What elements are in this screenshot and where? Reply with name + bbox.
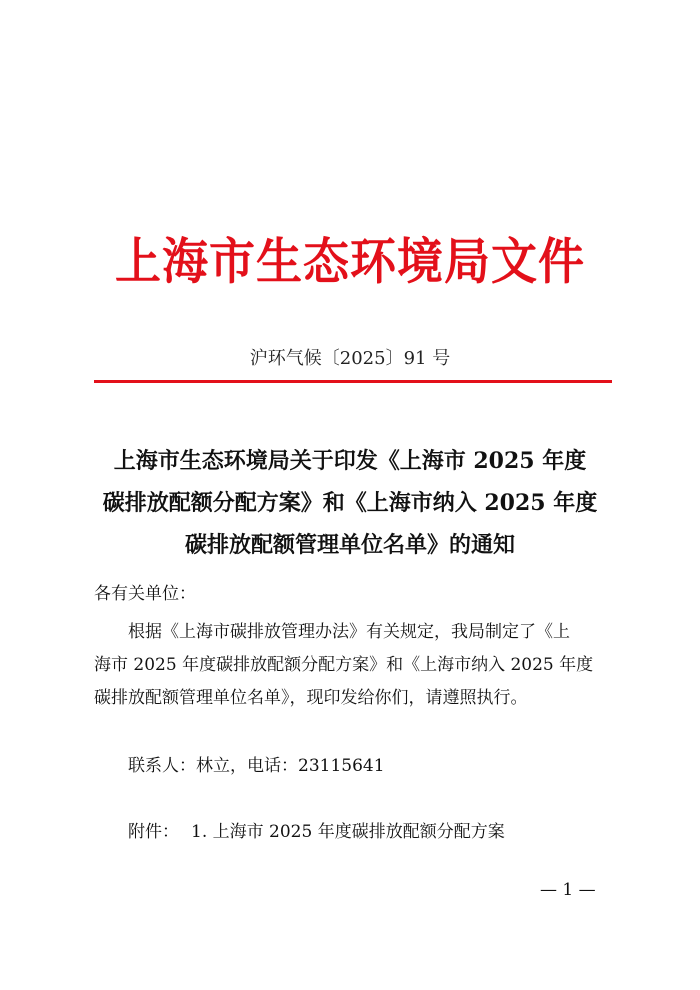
title-line: 上海市生态环境局关于印发《上海市 2025 年度 — [113, 448, 587, 474]
title-line: 碳排放配额管理单位名单》的通知 — [184, 532, 515, 558]
page-number: — 1 — — [540, 880, 596, 900]
issuer-red-header: 上海市生态环境局文件 — [115, 231, 585, 291]
paragraph-line: 根据《上海市碳排放管理办法》有关规定，我局制定了《上 — [128, 622, 570, 642]
title-line: 碳排放配额分配方案》和《上海市纳入 2025 年度 — [102, 490, 598, 516]
document-number: 沪环气候〔2025〕91 号 — [249, 348, 451, 369]
addressee: 各有关单位： — [94, 584, 196, 604]
body-paragraph — [94, 616, 614, 715]
contact-info: 联系人：林立，电话：23115641 — [128, 756, 385, 776]
document-title — [80, 440, 620, 566]
attachment-line — [128, 820, 505, 844]
attachment-item: 1. 上海市 2025 年度碳排放配额分配方案 — [191, 822, 505, 842]
red-divider-line — [94, 380, 612, 383]
paragraph-line: 碳排放配额管理单位名单》，现印发给你们，请遵照执行。 — [94, 688, 528, 708]
attachment-label: 附件： — [128, 822, 179, 842]
paragraph-line: 海市 2025 年度碳排放配额分配方案》和《上海市纳入 2025 年度 — [94, 655, 594, 675]
